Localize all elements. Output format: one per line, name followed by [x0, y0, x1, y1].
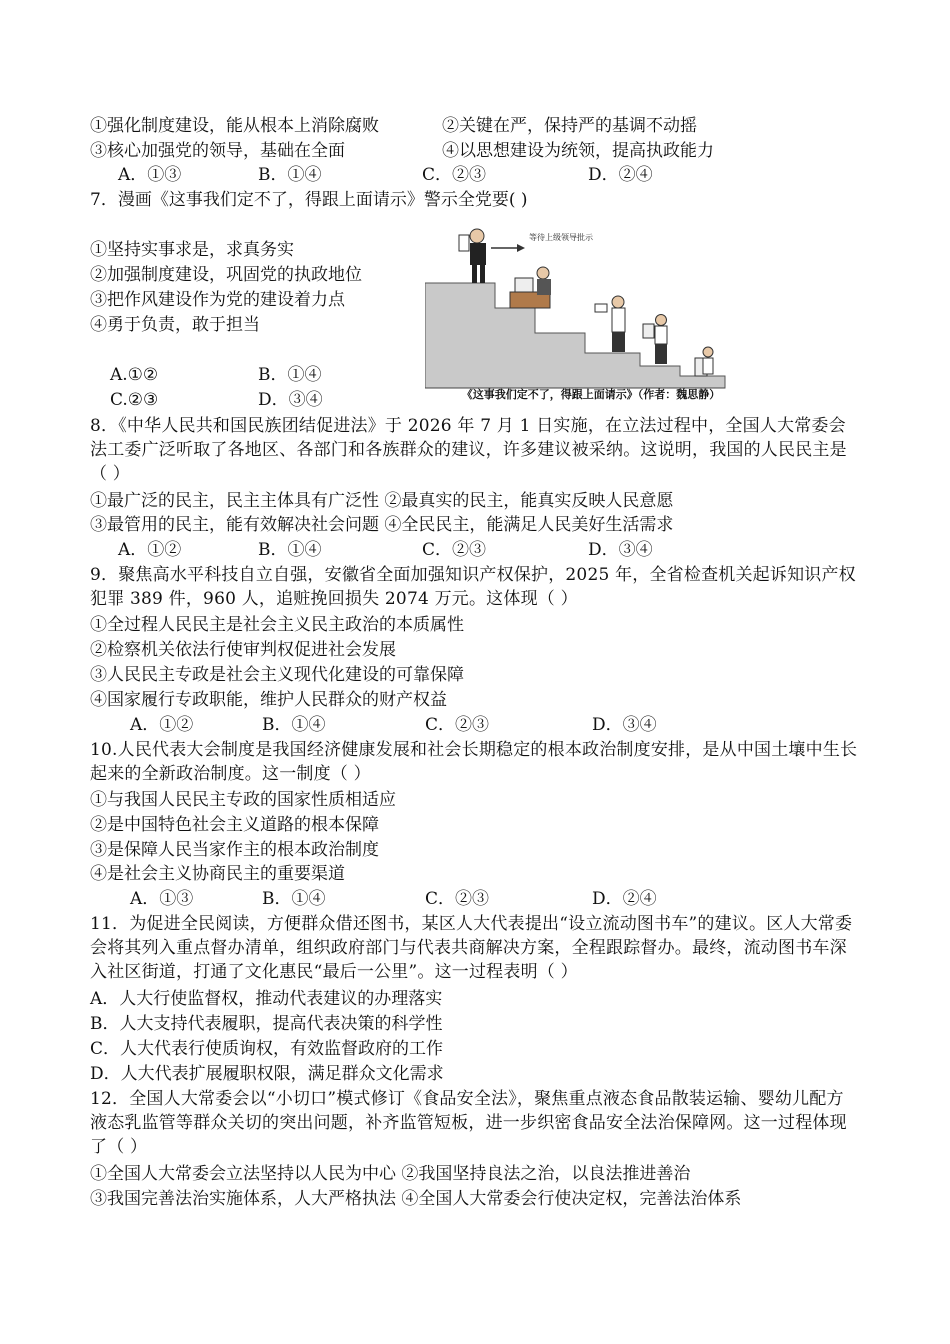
q8-statements-1-2: ①最广泛的民主，民主主体具有广泛性 ②最真实的民主，能真实反映人民意愿: [90, 491, 674, 511]
q10-option-b: B．①④: [262, 889, 326, 909]
q7-option-d: D．③④: [258, 390, 323, 410]
q9-stem: 9．聚焦高水平科技自立自强，安徽省全面加强知识产权保护，2025 年，全省检查机关起诉知识产权犯罪 389 件，960 人，追赃挽回损失 2074 万元。这体现（ ）: [90, 565, 856, 609]
q11-option-d: D．人大代表扩展履职权限，满足群众文化需求: [90, 1064, 444, 1084]
q8-option-d: D．③④: [588, 540, 653, 560]
q7-cartoon-sign: 等待上级领导批示: [529, 233, 593, 242]
q7-statement-4: ④勇于负责，敢于担当: [90, 315, 260, 335]
q8-option-c: C．②③: [422, 540, 487, 560]
q10-option-d: D．②④: [592, 889, 657, 909]
q8-stem: 8．《中华人民共和国民族团结促进法》于 2026 年 7 月 1 日实施，在立法过程中，全国人大常委会法工委广泛听取了各地区、各部门和各族群众的建议，许多建议被采纳。这说明，我国的人民民主是（ ）: [90, 416, 847, 484]
q7-cartoon-caption: 《这事我们定不了，得跟上面请示》（作者：魏思静）: [461, 388, 721, 401]
q10-statement-4: ④是社会主义协商民主的重要渠道: [90, 864, 345, 884]
q6-option-b: B．①④: [258, 165, 322, 185]
q8-option-a: A．①②: [118, 540, 182, 560]
q10-option-c: C．②③: [425, 889, 490, 909]
q6-statement-2: ②关键在严，保持严的基调不动摇: [442, 116, 697, 136]
q10-statement-3: ③是保障人民当家作主的根本政治制度: [90, 840, 379, 860]
q9-option-d: D．③④: [592, 715, 657, 735]
q8-option-b: B．①④: [258, 540, 322, 560]
q6-option-c: C．②③: [422, 165, 487, 185]
q7-statement-3: ③把作风建设作为党的建设着力点: [90, 290, 345, 310]
q12-statements-1-2: ①全国人大常委会立法坚持以人民为中心 ②我国坚持良法之治，以良法推进善治: [90, 1164, 691, 1184]
q10-statement-2: ②是中国特色社会主义道路的根本保障: [90, 815, 379, 835]
q7-statement-2: ②加强制度建设，巩固党的执政地位: [90, 265, 362, 285]
q9-option-c: C．②③: [425, 715, 490, 735]
q9-option-a: A．①②: [130, 715, 194, 735]
q9-statement-3: ③人民民主专政是社会主义现代化建设的可靠保障: [90, 665, 464, 685]
q7-statement-1: ①坚持实事求是，求真务实: [90, 240, 294, 260]
q6-option-a: A．①③: [118, 165, 182, 185]
q7-stem: 7．漫画《这事我们定不了，得跟上面请示》警示全党要( ): [90, 190, 528, 210]
q9-statement-2: ②检察机关依法行使审判权促进社会发展: [90, 640, 396, 660]
q6-statement-3: ③核心加强党的领导，基础在全面: [90, 141, 345, 161]
q6-option-d: D．②④: [588, 165, 653, 185]
q9-statement-1: ①全过程人民民主是社会主义民主政治的本质属性: [90, 615, 464, 635]
q11-option-c: C．人大代表行使质询权，有效监督政府的工作: [90, 1039, 444, 1059]
q10-statement-1: ①与我国人民民主专政的国家性质相适应: [90, 790, 396, 810]
q11-option-a: A．人大行使监督权，推动代表建议的办理落实: [90, 989, 443, 1009]
q7-option-b: B．①④: [258, 365, 322, 385]
q7-option-a: A.①②: [110, 365, 159, 385]
q6-statement-4: ④以思想建设为统领，提高执政能力: [442, 141, 714, 161]
q11-option-b: B．人大支持代表履职，提高代表决策的科学性: [90, 1014, 443, 1034]
q11-stem: 11．为促进全民阅读，方便群众借还图书，某区人大代表提出“设立流动图书车”的建议。区人大常委会将其列入重点督办清单，组织政府部门与代表共商解决方案，全程跟踪督办。最终，流动图书车深入社区街道，打通了文化惠民“最后一公里”。这一过程表明（ ）: [90, 914, 853, 982]
q10-stem: 10.人民代表大会制度是我国经济健康发展和社会长期稳定的根本政治制度安排，是从中国土壤中生长起来的全新政治制度。这一制度（ ）: [90, 740, 858, 784]
q8-statements-3-4: ③最管用的民主，能有效解决社会问题 ④全民民主，能满足人民美好生活需求: [90, 515, 674, 535]
q7-cartoon-image: [425, 218, 755, 402]
q12-stem: 12．全国人大常委会以“小切口”模式修订《食品安全法》，聚焦重点液态食品散装运输、婴幼儿配方液态乳监管等群众关切的突出问题，补齐监管短板，进一步织密食品安全法治保障网。这一过程体现了（ ）: [90, 1089, 847, 1157]
q7-option-c: C.②③: [110, 390, 159, 410]
q9-statement-4: ④国家履行专政职能，维护人民群众的财产权益: [90, 690, 447, 710]
q10-option-a: A．①③: [130, 889, 194, 909]
q12-statements-3-4: ③我国完善法治实施体系，人大严格执法 ④全国人大常委会行使决定权，完善法治体系: [90, 1189, 742, 1209]
q9-option-b: B．①④: [262, 715, 326, 735]
q6-statement-1: ①强化制度建设，能从根本上消除腐败: [90, 116, 379, 136]
